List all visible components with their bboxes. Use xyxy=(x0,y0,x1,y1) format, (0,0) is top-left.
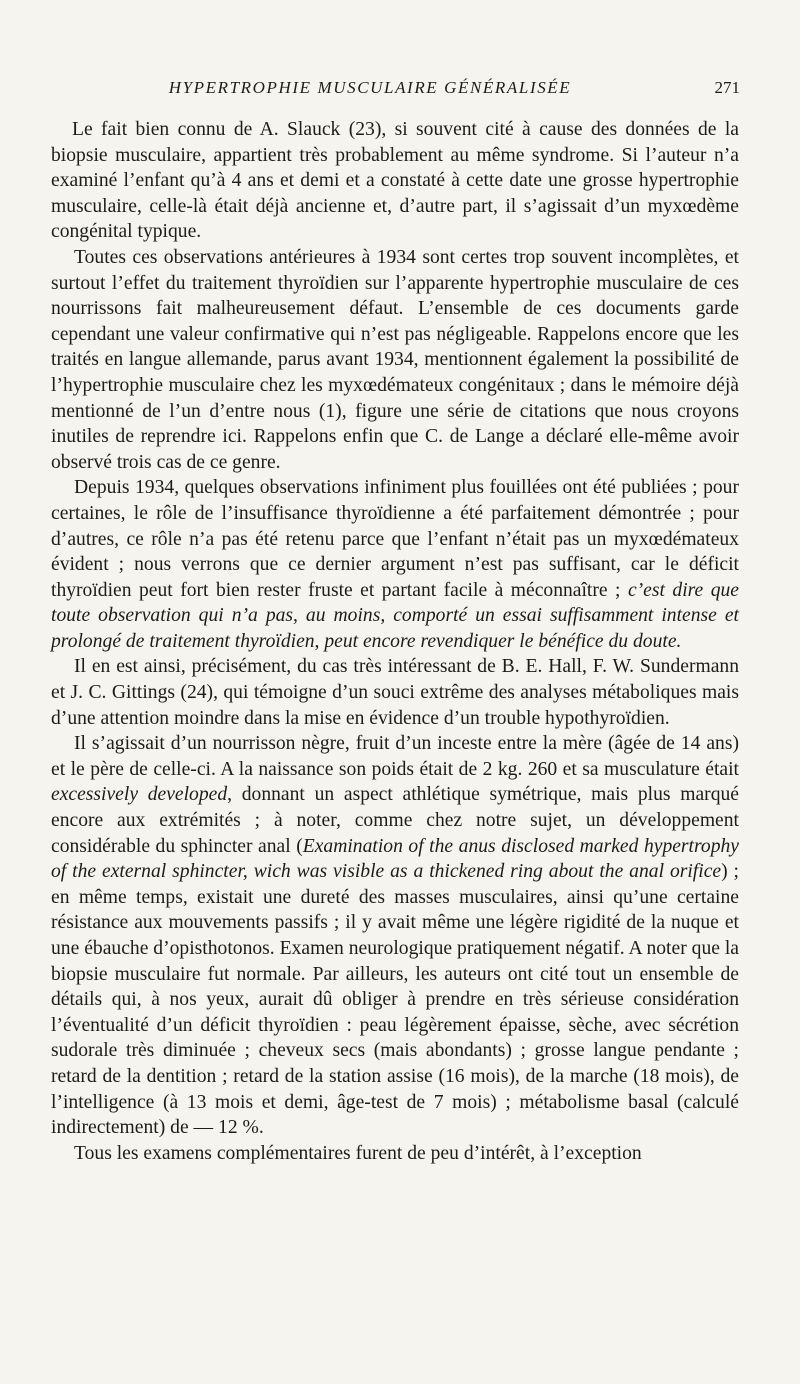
paragraph-hall-case: Il en est ainsi, précisément, du cas très intéressant de B. E. Hall, F. W. Sundermann et J. C. Gittings (24), qui témoigne d’un souci extrême des analyses métaboliques mais d’une attention moindre dans la mise en évidence d’un trouble hypothyroïdien. xyxy=(51,656,739,729)
paragraph-text: Il s’agissait d’un nourrisson nègre, fruit d’un inceste entre la mère (âgée de 14 ans) et le père de celle-ci. A la naissance son poids était de 2 kg. 260 et sa musculature était xyxy=(51,733,739,780)
paragraph-text: Depuis 1934, quelques observations infiniment plus fouillées ont été publiées ; pour certaines, le rôle de l’insuffisance thyroïdienne a été parfaitement démontrée ; pour d’autres, ce rôle n’a pas été retenu parce que l’enfant n’était pas un myxœdémateux évident ; nous verrons que ce dernier argument n’est pas suffisant, car le déficit thyroïdien peut fort bien rester fruste et partant facile à méconnaître ; xyxy=(51,477,739,601)
paragraph-depuis-1934 xyxy=(51,475,739,654)
paragraph-nourrisson xyxy=(51,731,739,1141)
paragraph-observations-1934: Toutes ces observations antérieures à 1934 sont certes trop souvent incomplètes, et surtout l’effet du traitement thyroïdien sur l’apparente hypertrophie musculaire de ces nourrissons fait malheureusement défaut. L’ensemble de ces documents garde cependant une valeur confirmative qui n’est pas négligeable. Rappelons encore que les traités en langue allemande, parus avant 1934, mentionnent également la possibilité de l’hypertrophie musculaire chez les myxœdémateux congénitaux ; dans le mémoire déjà mentionné de l’un d’entre nous (1), figure une série de citations que nous croyons inutiles de reprendre ici. Rappelons enfin que C. de Lange a déclaré elle-même avoir observé trois cas de ce genre. xyxy=(51,246,739,473)
italic-emphasis: c’est dire que toute observation qui n’a pas, au moins, comporté un essai suffisamment intense et prolongé de traitement thyroïdien, peut encore revendiquer le bénéfice du doute. xyxy=(51,579,739,652)
page-number: 271 xyxy=(714,78,740,97)
english-quote: excessively developed xyxy=(51,784,228,806)
paragraph-slauck: Le fait bien connu de A. Slauck (23), si souvent cité à cause des données de la biopsie musculaire, appartient très probablement au même syndrome. Si l’auteur n’a examiné l’enfant qu’à 4 ans et demi et a constaté à cette date une grosse hypertrophie musculaire, celle-là était déjà ancienne et, d’autre part, il s’agissait d’un myxœdème congénital typique. xyxy=(51,119,739,243)
paragraph-text: , donnant un aspect athlétique symétrique, mais plus marqué encore aux extrémités ; à noter, comme chez notre sujet, un développement considérable du sphincter anal ( xyxy=(51,784,739,857)
english-quote: Examination of the anus disclosed marked hypertrophy of the external sphincter, wich was visible as a thickened ring about the anal orifice xyxy=(51,835,739,883)
running-header xyxy=(50,78,740,102)
paragraph-examens: Tous les examens complémentaires furent de peu d’intérêt, à l’exception xyxy=(74,1142,642,1164)
running-title: HYPERTROPHIE MUSCULAIRE GÉNÉRALISÉE xyxy=(168,78,572,97)
body-text xyxy=(51,117,739,1166)
paragraph-text: ) ; en même temps, existait une dureté des masses musculaires, ainsi qu’une certaine résistance aux mouvements passifs ; il y avait même une légère rigidité de la nuque et une ébauche d’opisthotonos. Examen neurologique pratiquement négatif. A noter que la biopsie musculaire fut normale. Par ailleurs, les auteurs ont cité tout un ensemble de détails qui, à nos yeux, aurait dû obliger à prendre en très sérieuse considération l’éventualité d’un déficit thyroïdien : peau légèrement épaisse, sèche, avec sécrétion sudorale très diminuée ; cheveux secs (mais abondants) ; grosse langue pendante ; retard de la dentition ; retard de la station assise (16 mois), de la marche (18 mois), de l’intelligence (à 13 mois et demi, âge-test de 7 mois) ; métabolisme basal (calculé indirectement) de — 12 %. xyxy=(51,861,739,1139)
